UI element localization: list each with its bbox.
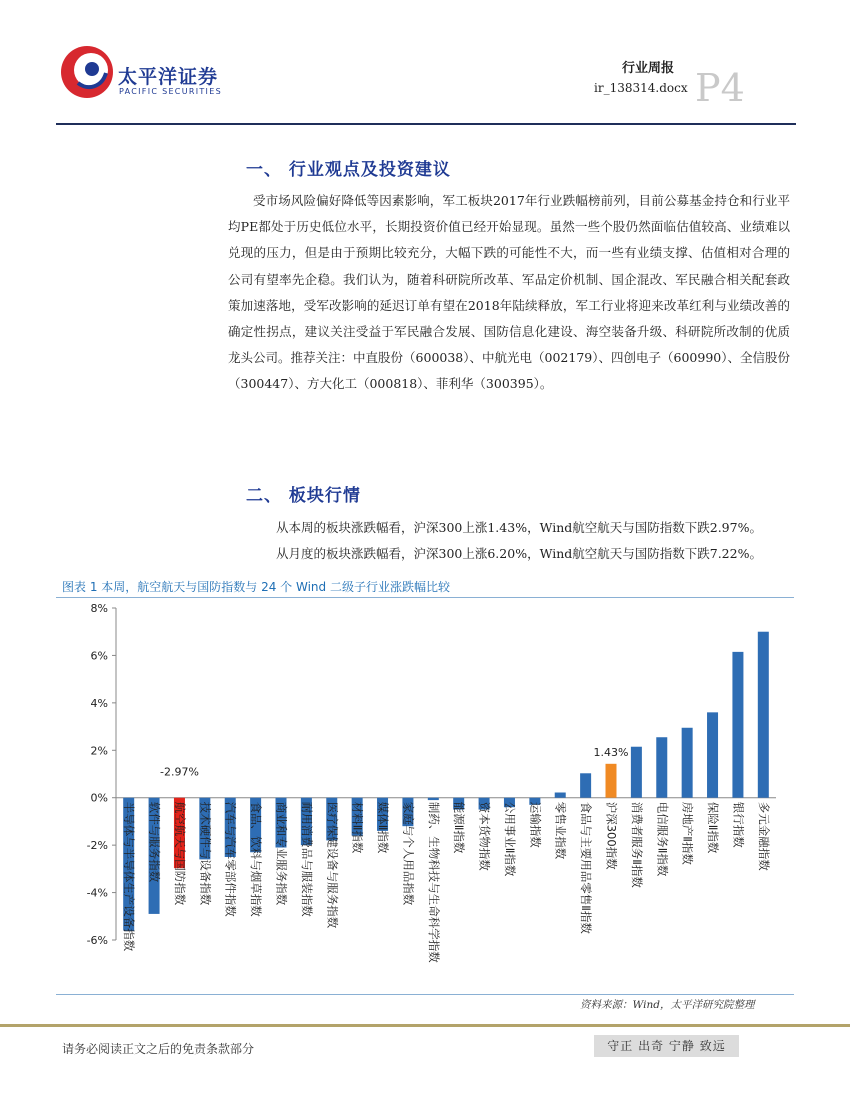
bar: [758, 632, 769, 798]
report-type: 行业周报: [622, 61, 675, 76]
chart-source: 资料来源：Wind，太平洋研究院整理: [580, 999, 755, 1011]
category-label: 半导体与半导体生产设备指数: [122, 801, 137, 952]
footer-divider: [0, 1024, 850, 1027]
company-motto: 守正 出奇 宁静 致远: [594, 1035, 739, 1057]
category-label: 家庭与个人用品指数: [401, 801, 416, 906]
y-tick-label: -2%: [86, 839, 108, 853]
y-tick-label: 2%: [90, 744, 108, 758]
category-label: 技术硬件与设备指数: [198, 801, 213, 906]
category-label: 沪深300指数: [604, 801, 619, 870]
category-label: 食品、饮料与烟草指数: [249, 801, 264, 917]
y-tick-label: -4%: [86, 886, 108, 900]
y-tick-label: -6%: [86, 934, 108, 947]
category-label: 制药、生物科技与生命科学指数: [426, 801, 441, 963]
category-label: 多元金融指数: [756, 801, 771, 871]
category-label: 耐用消费品与服装指数: [299, 801, 314, 917]
category-label: 保险Ⅱ指数: [706, 801, 721, 854]
bar: [656, 737, 667, 797]
header-divider: [56, 123, 796, 125]
bar: [631, 747, 642, 798]
chart-caption: 图表 1 本周，航空航天与国防指数与 24 个 Wind 二级子行业涨跌幅比较: [62, 580, 450, 594]
category-label: 材料Ⅱ指数: [350, 801, 365, 854]
y-tick-label: 0%: [90, 791, 108, 805]
section-heading-2: 二、 板块行情: [246, 486, 361, 506]
section-1-paragraph: [228, 188, 790, 398]
category-label: 医疗保健设备与服务指数: [325, 801, 340, 929]
disclaimer-note: 请务必阅读正文之后的免责条款部分: [62, 1042, 255, 1056]
chart-bottom-divider: [56, 994, 794, 995]
brand-name-en: PACIFIC SECURITIES: [119, 87, 222, 96]
category-label: 运输指数: [528, 801, 543, 848]
category-label: 资本货物指数: [477, 801, 492, 871]
bar: [580, 773, 591, 797]
category-label: 软件与服务指数: [147, 801, 162, 883]
category-label: 银行指数: [731, 801, 746, 848]
y-tick-label: 6%: [90, 649, 108, 663]
category-label: 零售业指数: [553, 801, 568, 860]
bar: [606, 764, 617, 798]
category-label: 商业和专业服务指数: [274, 801, 289, 906]
bar: [682, 728, 693, 798]
brand-name: 太平洋证券: [118, 66, 219, 88]
data-label: -2.97%: [160, 765, 199, 779]
data-label: 1.43%: [593, 745, 629, 759]
monthly-summary: 从月度的板块涨跌幅看，沪深300上涨6.20%，Wind航空航天与国防指数下跌7.22%。: [276, 546, 762, 561]
category-label: 公用事业Ⅱ指数: [502, 801, 517, 877]
logo-icon: [58, 43, 116, 101]
y-tick-label: 8%: [90, 602, 108, 615]
bar-chart: [56, 598, 794, 993]
weekly-summary: 从本周的板块涨跌幅看，沪深300上涨1.43%，Wind航空航天与国防指数下跌2.97%。: [276, 520, 762, 535]
category-label: 媒体Ⅱ指数: [376, 801, 391, 854]
category-label: 消费者服务Ⅱ指数: [629, 801, 644, 888]
section-heading-1: 一、 行业观点及投资建议: [246, 160, 451, 180]
category-label: 航空航天与国防指数: [172, 801, 187, 906]
bar: [707, 712, 718, 797]
category-label: 能源Ⅱ指数: [452, 801, 467, 854]
category-label: 电信服务Ⅱ指数: [655, 801, 670, 877]
document-name: ir_138314.docx: [594, 81, 688, 95]
bar: [555, 792, 566, 797]
y-tick-label: 4%: [90, 696, 108, 710]
bar: [732, 652, 743, 798]
page-number: P4: [695, 66, 745, 110]
category-label: 食品与主要用品零售Ⅱ指数: [579, 801, 594, 934]
category-label: 汽车与汽车零部件指数: [223, 801, 238, 917]
category-label: 房地产Ⅱ指数: [680, 801, 695, 865]
paragraph-text: 受市场风险偏好降低等因素影响，军工板块2017年行业跌幅榜前列，目前公募基金持仓和行业平均PE都处于历史低位水平，长期投资价值已经开始显现。虽然一些个股仍然面临估值较高、业绩难以兑现的压力，但是由于预期比较充分，大幅下跌的可能性不大，而一些有业绩支撑、估值相对合理的公司有望率先企稳。我们认为，随着科研院所改革、军品定价机制、国企混改、军民融合相关配套政策加速落地，受军改影响的延迟订单有望在2018年陆续释放，军工行业将迎来改革红利与业绩改善的确定性拐点，建议关注受益于军民融合发展、国防信息化建设、海空装备升级、科研院所改制的优质龙头公司。推荐关注：中直股份（600038）、中航光电（002179）、四创电子（600990）、全信股份（300447）、方大化工（000818）、菲利华（300395）。: [228, 193, 790, 392]
bar: [428, 798, 439, 800]
